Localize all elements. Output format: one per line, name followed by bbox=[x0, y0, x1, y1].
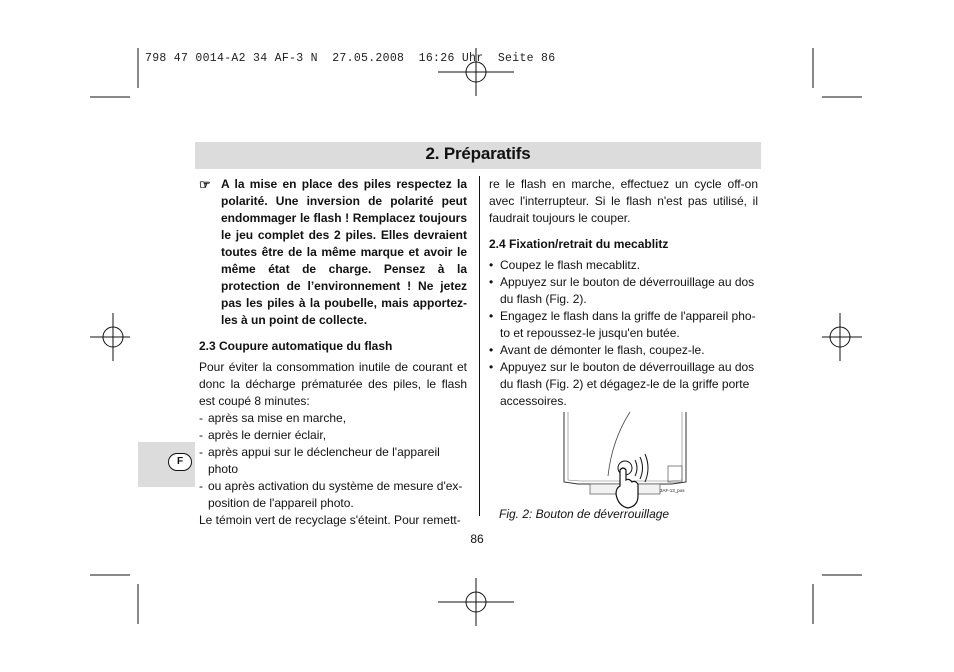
list-item: • Coupez le flash mecablitz. bbox=[489, 258, 641, 272]
paragraph: Pour éviter la consommation inutile de courant et donc la décharge prématurée des piles, le flash est coupé 8 minutes: bbox=[199, 360, 467, 408]
flash-release-illustration bbox=[560, 410, 690, 510]
pointing-hand-icon: ☞ bbox=[199, 177, 211, 192]
warning-block bbox=[199, 176, 467, 329]
left-column bbox=[199, 176, 467, 529]
subsection-title: 2.3 Coupure automatique du flash bbox=[199, 339, 393, 353]
warning-text: A la mise en place des piles respectez la polarité. Une inversion de polarité peut endommager le flash ! Remplacez toujours le jeu complet des 2 piles. Elles devraient toutes être de la même marque et avoir le même état de charge. Pensez à la protection de l’environnement ! Ne jetez pas les piles à la poubelle, mais apportez-les à un point de collecte. bbox=[221, 177, 467, 327]
list-item: • Engagez le flash dans la griffe de l'appareil pho-to et repoussez-le jusqu'en butée. bbox=[489, 309, 756, 340]
subsection-title: 2.4 Fixation/retrait du mecablitz bbox=[489, 237, 669, 251]
section-title: 2. Préparatifs bbox=[425, 144, 531, 163]
print-header: 798 47 0014-A2 34 AF-3 N 27.05.2008 16:26 Uhr Seite 86 bbox=[145, 52, 556, 65]
list-item: - ou après activation du système de mesure d'ex-position de l'appareil photo. bbox=[199, 479, 463, 510]
right-column bbox=[489, 176, 758, 410]
list-item: • Appuyez sur le bouton de déverrouillage au dos du flash (Fig. 2) et dégagez-le de la griffe porte accessoires. bbox=[489, 360, 755, 408]
paragraph: re le flash en marche, effectuez un cycle off-on avec l'interrupteur. Si le flash n'est pas utilisé, il faudrait toujours le couper. bbox=[489, 177, 758, 225]
column-divider bbox=[479, 176, 480, 516]
list-item: • Appuyez sur le bouton de déverrouillage au dos du flash (Fig. 2). bbox=[489, 275, 755, 306]
list-item: - après sa mise en marche, bbox=[199, 411, 347, 425]
language-tab-label: F bbox=[168, 453, 192, 471]
page-number: 86 bbox=[470, 532, 484, 546]
list-item: - après appui sur le déclencheur de l'appareil photo bbox=[199, 445, 440, 476]
list-item: • Avant de démonter le flash, coupez-le. bbox=[489, 343, 705, 357]
paragraph: Le témoin vert de recyclage s'éteint. Pour remett- bbox=[199, 513, 461, 527]
figure-code: 3AF-13_pos bbox=[660, 488, 685, 493]
figure-caption: Fig. 2: Bouton de déverrouillage bbox=[499, 507, 670, 521]
list-item: - après le dernier éclair, bbox=[199, 428, 327, 442]
